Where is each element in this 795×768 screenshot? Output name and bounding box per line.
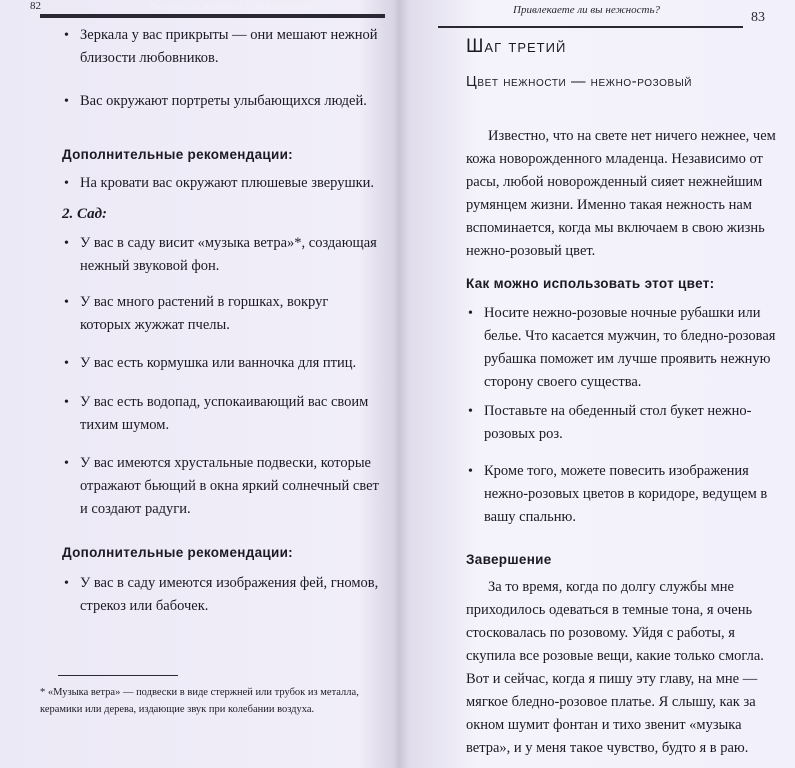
bullet-icon: • xyxy=(64,236,69,251)
list-item-text: У вас много растений в горшках, вокруг которых жужжат пчелы. xyxy=(80,294,329,333)
list-item-text: У вас в саду имеются изображения фей, гномов, стрекоз или бабочек. xyxy=(80,575,379,614)
conclusion-paragraph: За то время, когда по долгу службы мне приходилось одеваться в темные тона, я очень стосковалась по розовому. Уйдя с работы, я скупила все розовые вещи, какие только смогла. Вот и сейчас, когда я пишу эту главу, на мне — мягкое бледно-розовое платье. Я слышу, как за окном шумит фонтан и тихо звенит «музыка ветра», и у меня такое чувство, будто я в раю. xyxy=(466,579,764,756)
list-item-text: На кровати вас окружают плюшевые зверушки. xyxy=(80,175,375,191)
list-item xyxy=(64,90,380,113)
list-item xyxy=(64,391,380,437)
list-item xyxy=(64,172,380,195)
list-item-text: У вас в саду висит «музыка ветра»*, создающая нежный звуковой фон. xyxy=(80,235,377,274)
list-item xyxy=(64,572,380,618)
right-running-header: Привлекаете ли вы нежность? xyxy=(513,4,660,16)
intro-paragraph: Известно, что на свете нет ничего нежнее, чем кожа новорожденного младенца. Независимо от расы, любой новорожденный сияет нежнейшим румянцем жизни. Именно такая нежность нам вспоминается, когда мы включаем в свою жизнь нежно-розовый цвет. xyxy=(466,128,776,259)
garden-heading: 2. Сад: xyxy=(62,206,108,222)
footnote-rule xyxy=(58,675,178,676)
bullet-icon: • xyxy=(468,464,473,479)
how-heading: Как можно использовать этот цвет: xyxy=(466,276,715,291)
conclusion-heading: Завершение xyxy=(466,552,552,567)
list-item xyxy=(64,352,380,375)
list-item-text: У вас есть водопад, успокаивающий вас своим тихим шумом. xyxy=(80,394,369,433)
list-item xyxy=(468,302,780,394)
left-page xyxy=(0,0,395,768)
list-item-text: Поставьте на обеденный стол букет нежно-розовых роз. xyxy=(484,403,752,442)
list-item xyxy=(64,232,380,278)
bullet-icon: • xyxy=(64,94,69,109)
bullet-icon: • xyxy=(64,28,69,43)
list-item xyxy=(64,291,380,337)
step-subtitle: Цвет нежности — нежно-розовый xyxy=(466,74,693,90)
list-item xyxy=(468,400,780,446)
left-header-rule xyxy=(40,14,385,18)
bullet-icon: • xyxy=(64,295,69,310)
bullet-icon: • xyxy=(64,395,69,410)
bullet-icon: • xyxy=(64,576,69,591)
list-item xyxy=(64,452,380,521)
additional-heading: Дополнительные рекомендации: xyxy=(62,545,293,560)
list-item xyxy=(64,24,380,70)
list-item xyxy=(468,460,780,529)
bullet-icon: • xyxy=(64,176,69,191)
bullet-icon: • xyxy=(64,456,69,471)
right-page-number: 83 xyxy=(751,10,765,25)
step-title: Шаг третий xyxy=(466,36,567,57)
left-running-header: Вопросы вашего привлечения xyxy=(150,0,317,12)
list-item-text: Зеркала у вас прикрыты — они мешают нежной близости любовников. xyxy=(80,27,378,66)
list-item-text: У вас имеются хрустальные подвески, которые отражают бьющий в окна яркий солнечный свет и создают радуги. xyxy=(80,455,379,517)
right-page xyxy=(398,0,795,768)
bullet-icon: • xyxy=(468,306,473,321)
list-item-text: У вас есть кормушка или ванночка для птиц. xyxy=(80,355,357,371)
left-page-number: 82 xyxy=(30,0,41,12)
bullet-icon: • xyxy=(468,404,473,419)
footnote: * «Музыка ветра» — подвески в виде стержней или трубок из металла, керамики или дерева, издающие звук при колебании воздуха. xyxy=(40,687,359,715)
list-item-text: Вас окружают портреты улыбающихся людей. xyxy=(80,93,367,109)
additional-heading: Дополнительные рекомендации: xyxy=(62,147,293,162)
bullet-icon: • xyxy=(64,356,69,371)
list-item-text: Носите нежно-розовые ночные рубашки или белье. Что касается мужчин, то бледно-розовая рубашка поможет им лучше проявить нежную сторону своего существа. xyxy=(484,305,776,390)
list-item-text: Кроме того, можете повесить изображения нежно-розовых цветов в коридоре, ведущем в вашу спальню. xyxy=(484,463,768,525)
